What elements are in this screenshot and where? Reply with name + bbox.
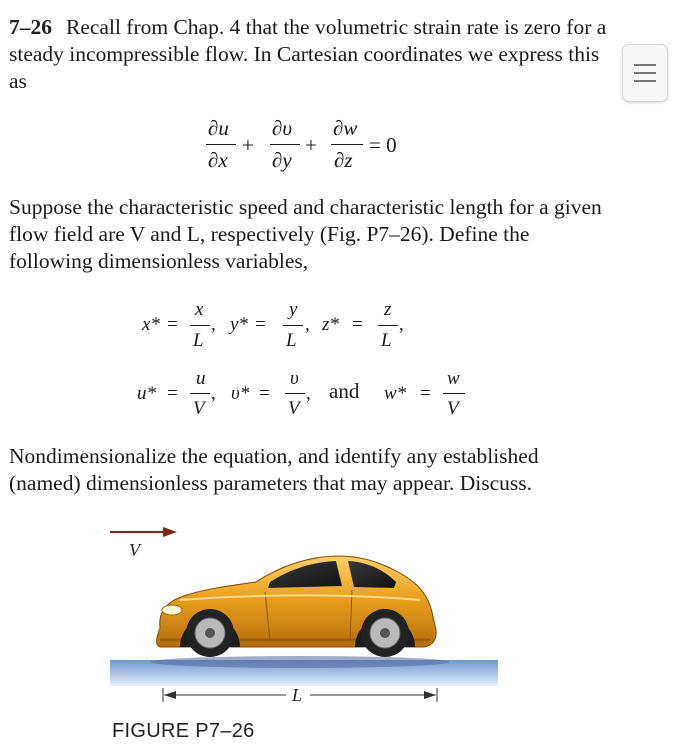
def-eq: = — [352, 314, 363, 335]
figure-caption: FIGURE P7–26 — [112, 720, 255, 742]
def-z-star: z* — [322, 314, 339, 335]
velocity-arrow-icon — [110, 527, 177, 537]
def-V: V — [193, 398, 205, 419]
def-eq: = — [259, 383, 270, 404]
def-u: u — [196, 368, 206, 389]
def-u-star: u* — [137, 383, 156, 404]
eq-equals-zero: = 0 — [369, 133, 397, 157]
def-v: υ — [290, 368, 299, 389]
eq-dv: ∂υ — [272, 116, 293, 140]
problem-number: 7–26 — [9, 15, 52, 39]
def-eq: = — [420, 383, 431, 404]
def-y-star: y* — [230, 314, 248, 335]
def-eq: = — [167, 383, 178, 404]
eq-dx: ∂x — [208, 148, 228, 172]
def-eq: = — [167, 314, 178, 335]
eq-dz: ∂z — [334, 148, 353, 172]
middle-text: Suppose the characteristic speed and characteristic length for a given flow field are V and L, respectively (Fig. P7–26). Define the following dimensionless variables, — [9, 195, 602, 273]
def-and: and — [329, 379, 360, 403]
eq-dy: ∂y — [272, 148, 292, 172]
length-label: L — [292, 685, 303, 705]
def-eq: = — [255, 314, 266, 335]
eq-dw: ∂w — [333, 116, 358, 140]
def-w: w — [447, 368, 460, 389]
def-L: L — [381, 330, 392, 351]
def-V: V — [447, 398, 459, 419]
def-v-star: υ* — [231, 383, 250, 404]
def-L: L — [193, 330, 204, 351]
def-comma: , — [306, 383, 311, 404]
final-text: Nondimensionalize the equation, and identify any established (named) dimensionless parameters that may appear. Discuss. — [9, 444, 539, 495]
def-V: V — [288, 398, 300, 419]
def-comma: , — [305, 314, 310, 335]
car-icon — [150, 556, 450, 668]
eq-du: ∂u — [208, 116, 229, 140]
def-x-star: x* — [142, 314, 160, 335]
def-x: x — [195, 299, 204, 320]
eq-plus-1: + — [242, 133, 254, 157]
eq-plus-2: + — [305, 133, 317, 157]
def-z: z — [384, 299, 392, 320]
intro-text: Recall from Chap. 4 that the volumetric strain rate is zero for a steady incompressible flow. In Cartesian coordinates we express this as — [9, 15, 607, 93]
def-L: L — [286, 330, 297, 351]
def-y: y — [289, 299, 298, 320]
def-comma: , — [399, 314, 404, 335]
def-comma: , — [211, 314, 216, 335]
def-comma: , — [211, 383, 216, 404]
velocity-label: V — [129, 540, 140, 560]
def-w-star: w* — [384, 383, 407, 404]
